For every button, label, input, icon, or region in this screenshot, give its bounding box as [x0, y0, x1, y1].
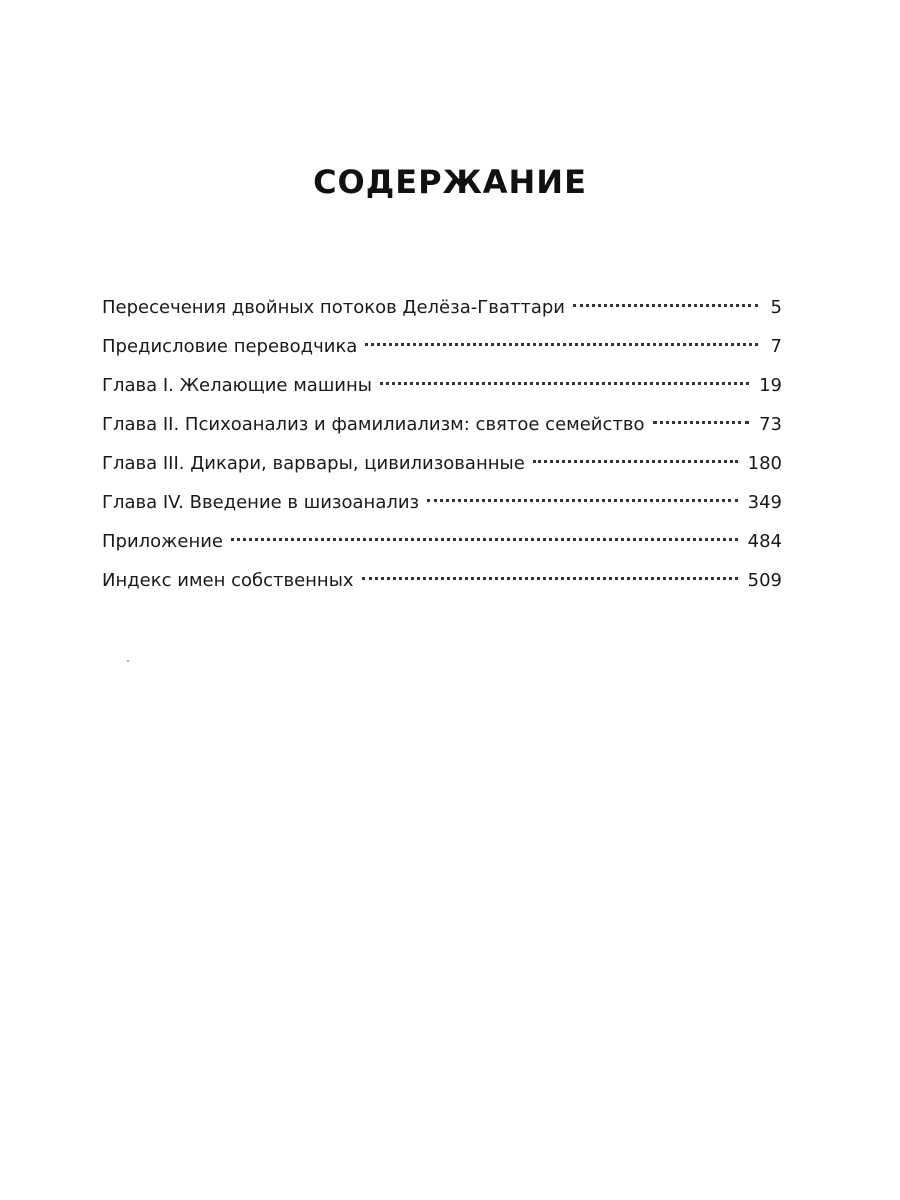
- page-title: СОДЕРЖАНИЕ: [313, 163, 587, 201]
- toc-entry-title: Пересечения двойных потоков Делёза-Гваттари: [102, 297, 565, 318]
- dot-leader: [653, 421, 750, 424]
- toc-entry: [102, 332, 782, 371]
- toc-entry: [102, 371, 782, 410]
- dot-leader: [380, 382, 749, 385]
- toc-entry: [102, 488, 782, 527]
- paper-speck: [127, 660, 129, 662]
- toc-entry: [102, 410, 782, 449]
- dot-leader: [365, 343, 758, 346]
- toc-entry-page: 349: [747, 492, 782, 513]
- toc-entry-page: 180: [747, 453, 782, 474]
- toc-entry-title: Предисловие переводчика: [102, 336, 358, 357]
- toc-entry-page: 509: [747, 570, 782, 591]
- toc-entry: [102, 527, 782, 566]
- toc-entry-title: Приложение: [102, 531, 224, 552]
- toc-entry-page: 19: [759, 375, 782, 396]
- toc-entry-title: Глава IV. Введение в шизоанализ: [102, 492, 420, 513]
- toc-entry-title: Глава II. Психоанализ и фамилиализм: святое семейство: [102, 414, 645, 435]
- toc-entry-title: Глава III. Дикари, варвары, цивилизованные: [102, 453, 525, 474]
- table-of-contents: [102, 293, 782, 605]
- dot-leader: [427, 499, 738, 502]
- toc-entry-page: 7: [770, 336, 782, 357]
- dot-leader: [362, 577, 738, 580]
- toc-entry-page: 484: [747, 531, 782, 552]
- toc-entry-title: Индекс имен собственных: [102, 570, 354, 591]
- toc-entry: [102, 566, 782, 605]
- toc-entry-page: 73: [759, 414, 782, 435]
- dot-leader: [533, 460, 738, 463]
- toc-entry-page: 5: [770, 297, 782, 318]
- toc-entry: [102, 449, 782, 488]
- toc-entry-title: Глава I. Желающие машины: [102, 375, 372, 396]
- dot-leader: [231, 538, 738, 541]
- dot-leader: [573, 304, 758, 307]
- toc-entry: [102, 293, 782, 332]
